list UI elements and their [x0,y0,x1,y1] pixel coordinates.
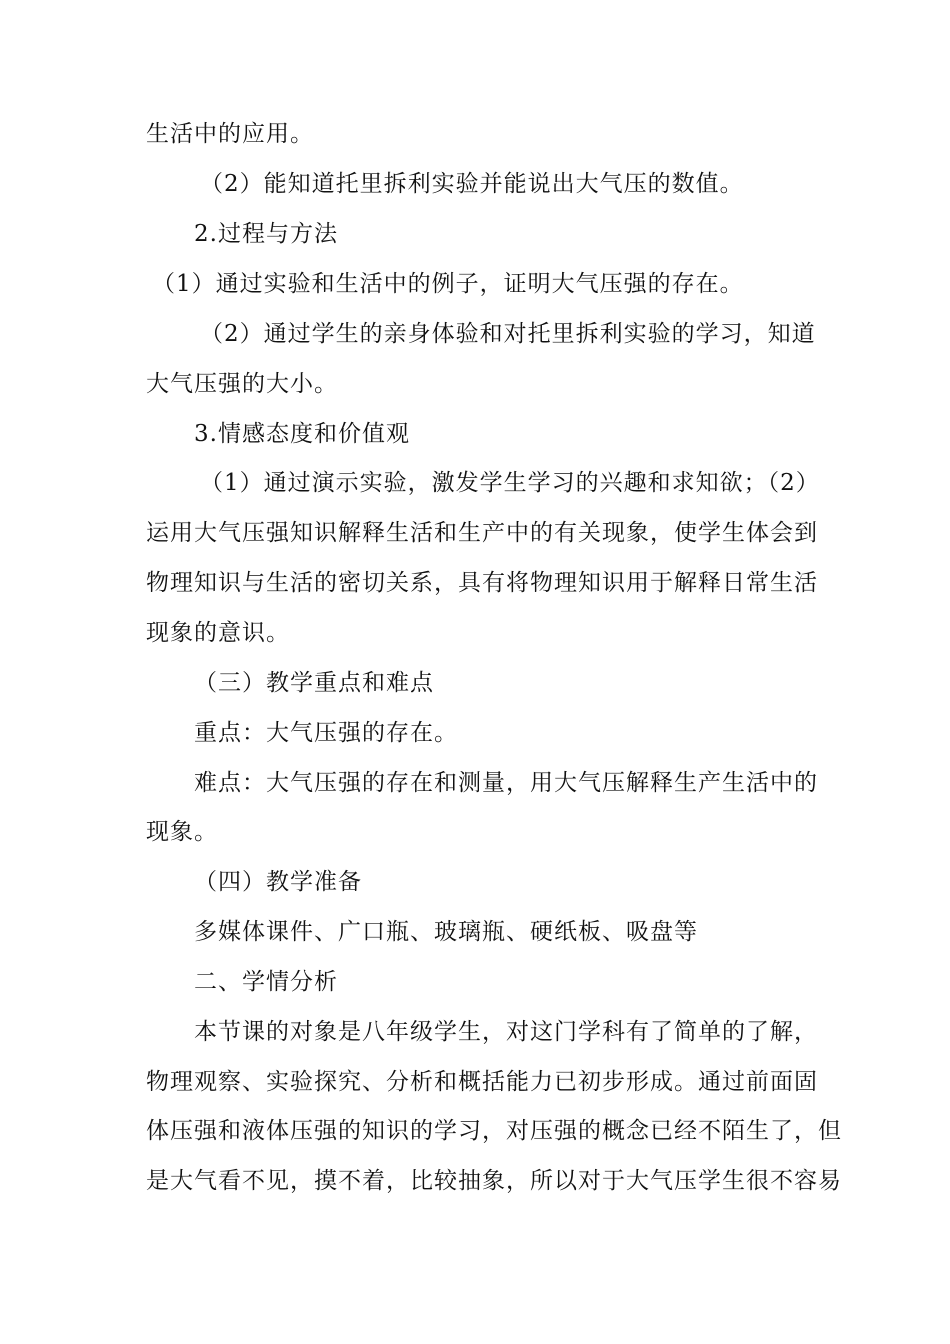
text-line: 生活中的应用。 [146,121,314,147]
text-line: 难点：大气压强的存在和测量，用大气压解释生产生活中的 [194,770,818,796]
text-line: 体压强和液体压强的知识的学习，对压强的概念已经不陌生了，但 [146,1118,842,1144]
text-line: （1）通过实验和生活中的例子，证明大气压强的存在。 [152,271,744,297]
text-line: （2）能知道托里拆利实验并能说出大气压的数值。 [200,171,744,197]
text-line: （1）通过演示实验，激发学生学习的兴趣和求知欲；（2） [200,470,820,496]
text-line: 运用大气压强知识解释生活和生产中的有关现象，使学生体会到 [146,520,818,546]
section-heading: （四）教学准备 [194,869,362,895]
text-line: 大气压强的大小。 [146,371,338,397]
section-heading: 二、学情分析 [194,969,338,995]
text-line: 现象的意识。 [146,620,290,646]
text-line: 是大气看不见，摸不着，比较抽象，所以对于大气压学生很不容易 [146,1168,842,1194]
section-heading: （三）教学重点和难点 [194,670,434,696]
text-line: 重点：大气压强的存在。 [194,720,458,746]
text-line: 本节课的对象是八年级学生，对这门学科有了简单的了解， [194,1019,818,1045]
section-heading: 2.过程与方法 [194,221,338,247]
text-line: 物理观察、实验探究、分析和概括能力已初步形成。通过前面固 [146,1069,818,1095]
text-line: 物理知识与生活的密切关系，具有将物理知识用于解释日常生活 [146,570,818,596]
section-heading: 3.情感态度和价值观 [194,421,410,447]
text-line: 现象。 [146,819,218,845]
text-line: （2）通过学生的亲身体验和对托里拆利实验的学习，知道 [200,321,816,347]
text-line: 多媒体课件、广口瓶、玻璃瓶、硬纸板、吸盘等 [194,919,698,945]
